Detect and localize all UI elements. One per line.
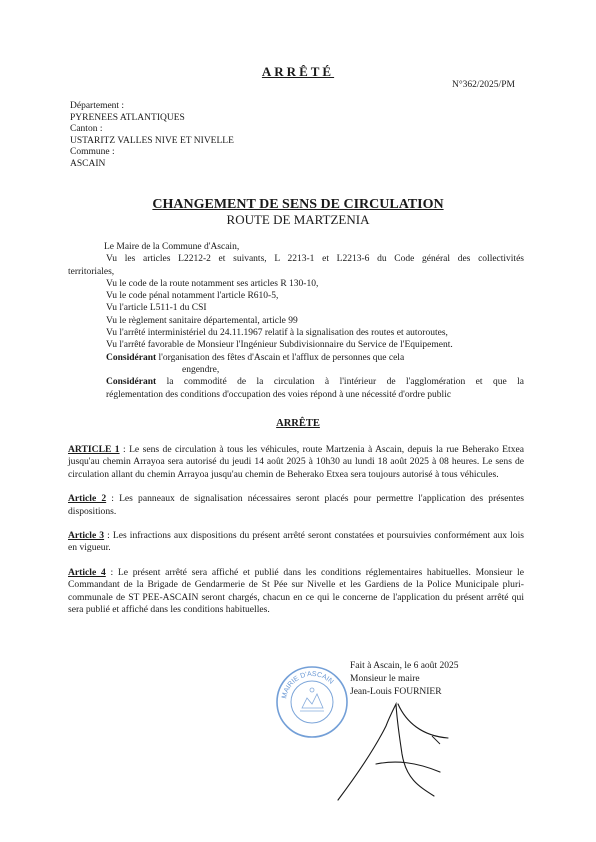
considerant-1-cont: engendre, bbox=[182, 364, 220, 375]
article-text: : Les infractions aux dispositions du présent arrêté seront constatées et poursuivies conformément aux lois en vigueur. bbox=[68, 530, 524, 554]
article-text: : Les panneaux de signalisation nécessaires seront placés pour permettre l'application des présentes dispositions. bbox=[68, 493, 524, 517]
considerant-2-cont: réglementation des conditions d'occupation des voies répond à une nécessité d'ordre public bbox=[106, 389, 452, 400]
signatory-name: Jean-Louis FOURNIER bbox=[350, 687, 442, 697]
article-heading: Article 4 bbox=[68, 566, 106, 578]
subject-road: ROUTE DE MARTZENIA bbox=[226, 212, 370, 227]
considerant-1 bbox=[68, 352, 524, 364]
article-4 bbox=[68, 567, 524, 617]
department-value: PYRENEES ATLANTIQUES bbox=[70, 112, 185, 123]
article-heading: Article 3 bbox=[68, 530, 105, 542]
department-label: Département : bbox=[70, 101, 125, 111]
vu-line-1-cont: territoriales, bbox=[68, 266, 115, 277]
article-heading: Article 2 bbox=[68, 493, 107, 505]
decision-heading: ARRÊTE bbox=[276, 418, 320, 429]
considerant-keyword: Considérant bbox=[106, 352, 157, 363]
subject-title: CHANGEMENT DE SENS DE CIRCULATION bbox=[152, 197, 444, 212]
vu-line-6: Vu l'arrêté interministériel du 24.11.1967 relatif à la signalisation des routes et autoroutes, bbox=[106, 328, 448, 339]
considerant-text: la commodité de la circulation à l'intérieur de l'agglomération et que la bbox=[166, 377, 524, 388]
vu-line-3: Vu le code pénal notamment l'article R610-5, bbox=[106, 291, 279, 302]
administrative-block bbox=[70, 101, 234, 171]
handwritten-signature bbox=[336, 692, 456, 812]
article-text: : Le présent arrêté sera affiché et publié dans les conditions réglementaires habituelles. Monsieur le Commandant de la Brigade de Gendarmerie de St Pée sur Nivelle et les Gardiens de la Police Municipale pluri-communale de ST PEE-ASCAIN seront chargés, chacun en ce qui le concerne de l'application du présent arrêté qui sera publié et affiché dans les conditions habituelles. bbox=[68, 566, 524, 616]
document-title: ARRÊTÉ bbox=[261, 64, 335, 79]
vu-line-7: Vu l'arrêté favorable de Monsieur l'Ingénieur Subdivisionnaire du Service de l'Equipement. bbox=[106, 340, 453, 351]
commune-value: ASCAIN bbox=[70, 158, 106, 169]
commune-label: Commune : bbox=[70, 147, 115, 158]
article-heading: ARTICLE 1 bbox=[68, 444, 120, 455]
article-2 bbox=[68, 493, 524, 518]
vu-line-2: Vu le code de la route notamment ses articles R 130-10, bbox=[106, 278, 319, 289]
stamp-text: MAIRIE D'ASCAIN bbox=[281, 670, 335, 700]
articles bbox=[68, 444, 524, 628]
article-text: : Le sens de circulation à tous les véhicules, route Martzenia à Ascain, depuis la rue Beherako Etxea jusqu'au chemin Arrayoa sera autorisé du jeudi 14 août 2025 à 10h30 au lundi 18 août 2025 à 08 heures. Le sens de circulation allant du chemin Arrayoa jusqu'au chemin de Beherako Etxea sera toujours autorisé à tous véhicules. bbox=[68, 444, 525, 480]
considerant-keyword: Considérant bbox=[106, 377, 157, 388]
vu-line-5: Vu le règlement sanitaire départemental, article 99 bbox=[106, 315, 298, 326]
vu-line-4: Vu l'article L511-1 du CSI bbox=[106, 303, 207, 314]
article-3 bbox=[68, 530, 524, 555]
canton-label: Canton : bbox=[70, 124, 103, 135]
mayor-line: Le Maire de la Commune d'Ascain, bbox=[104, 242, 240, 252]
place-date: Fait à Ascain, le 6 août 2025 bbox=[350, 661, 459, 671]
vu-line-1: Vu les articles L2212-2 et suivants, L 2213-1 et L2213-6 du Code général des collectivités bbox=[106, 254, 524, 265]
article-1 bbox=[68, 444, 524, 481]
signatory-role: Monsieur le maire bbox=[350, 674, 420, 684]
considerant-text: l'organisation des fêtes d'Ascain et l'afflux de personnes que cela bbox=[158, 352, 405, 363]
preamble bbox=[68, 241, 524, 401]
reference-number: N°362/2025/PM bbox=[452, 80, 515, 90]
canton-value: USTARITZ VALLES NIVE ET NIVELLE bbox=[70, 135, 234, 146]
considerant-2 bbox=[68, 376, 524, 388]
